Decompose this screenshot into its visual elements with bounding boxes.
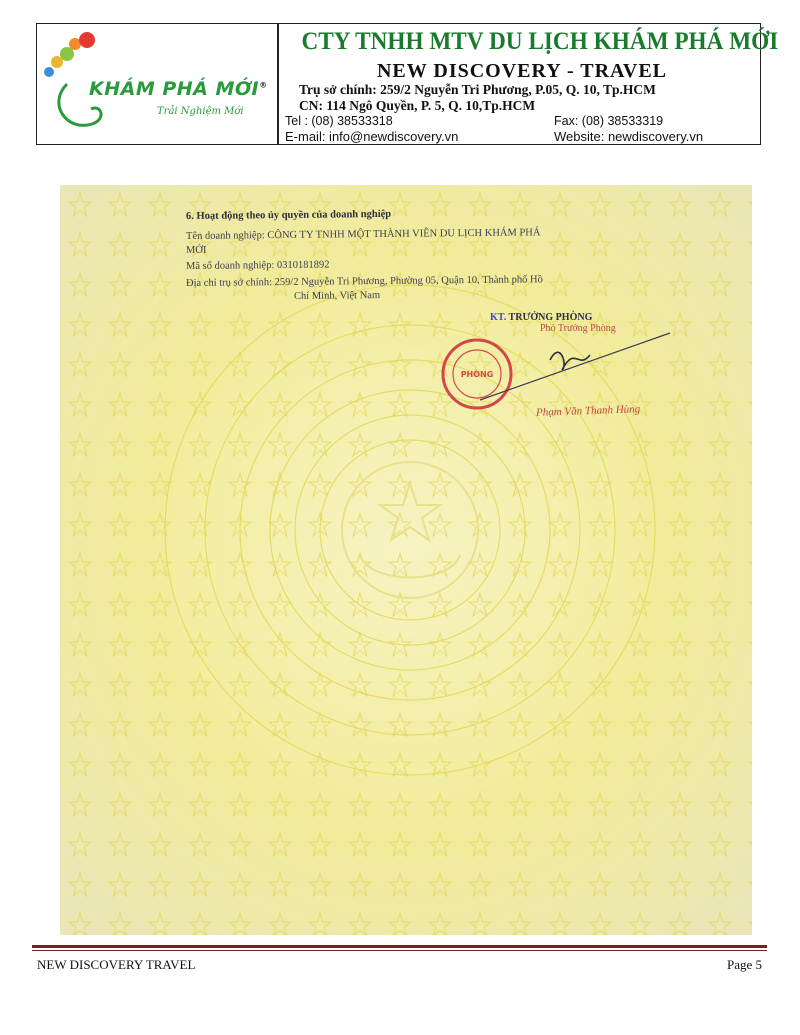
address-continued: Chí Minh, Việt Nam xyxy=(293,290,381,302)
logo-tagline: Trải Nghiệm Mới xyxy=(157,106,244,117)
handwritten-signature xyxy=(450,325,680,405)
footer-company: NEW DISCOVERY TRAVEL xyxy=(37,957,196,972)
signer-name: Phạm Văn Thanh Hùng xyxy=(535,403,641,419)
scanned-license-page xyxy=(60,185,752,935)
signature-title: KT. TRƯỞNG PHÒNG xyxy=(490,312,593,323)
signature-vice-title: Phó Trưởng Phòng xyxy=(540,323,616,334)
address-line: Địa chỉ trụ sở chính: 259/2 Nguyễn Tri Phương, Phường 05, Quận 10, Thành phố Hồ xyxy=(185,274,543,289)
branch-address: CN: 114 Ngô Quyền, P. 5, Q. 10,Tp.HCM xyxy=(299,98,536,113)
brand-name: NEW DISCOVERY - TRAVEL xyxy=(376,60,668,82)
company-name-continued: MỚI xyxy=(185,244,207,256)
section-heading: 6. Hoạt động theo ủy quyền của doanh nghiệp xyxy=(185,208,392,222)
letterhead xyxy=(36,23,779,145)
company-name-line: Tên doanh nghiệp: CÔNG TY TNHH MỘT THÀNH VIÊN DU LỊCH KHÁM PHÁ xyxy=(185,227,541,242)
company-name: CTY TNHH MTV DU LỊCH KHÁM PHÁ MỚI xyxy=(301,28,779,55)
tax-code-line: Mã số doanh nghiệp: 0310181892 xyxy=(185,259,330,272)
footer-rule-thin xyxy=(32,950,767,951)
security-watermark-pattern xyxy=(60,185,752,935)
website: Website: newdiscovery.vn xyxy=(554,129,704,144)
page-number: Page 5 xyxy=(726,957,762,972)
seal-text: PHÒNG xyxy=(460,370,494,379)
company-logo xyxy=(37,24,277,144)
email-address: E-mail: info@newdiscovery.vn xyxy=(285,129,459,144)
fax: Fax: (08) 38533319 xyxy=(554,114,664,128)
head-office-address: Trụ sở chính: 259/2 Nguyễn Tri Phương, P.05, Q. 10, Tp.HCM xyxy=(299,82,656,97)
footer-rule-thick xyxy=(32,945,767,948)
logo-text: KHÁM PHÁ MỚI® xyxy=(89,78,268,100)
telephone: Tel : (08) 38533318 xyxy=(285,114,393,128)
letterhead-divider xyxy=(277,24,279,144)
